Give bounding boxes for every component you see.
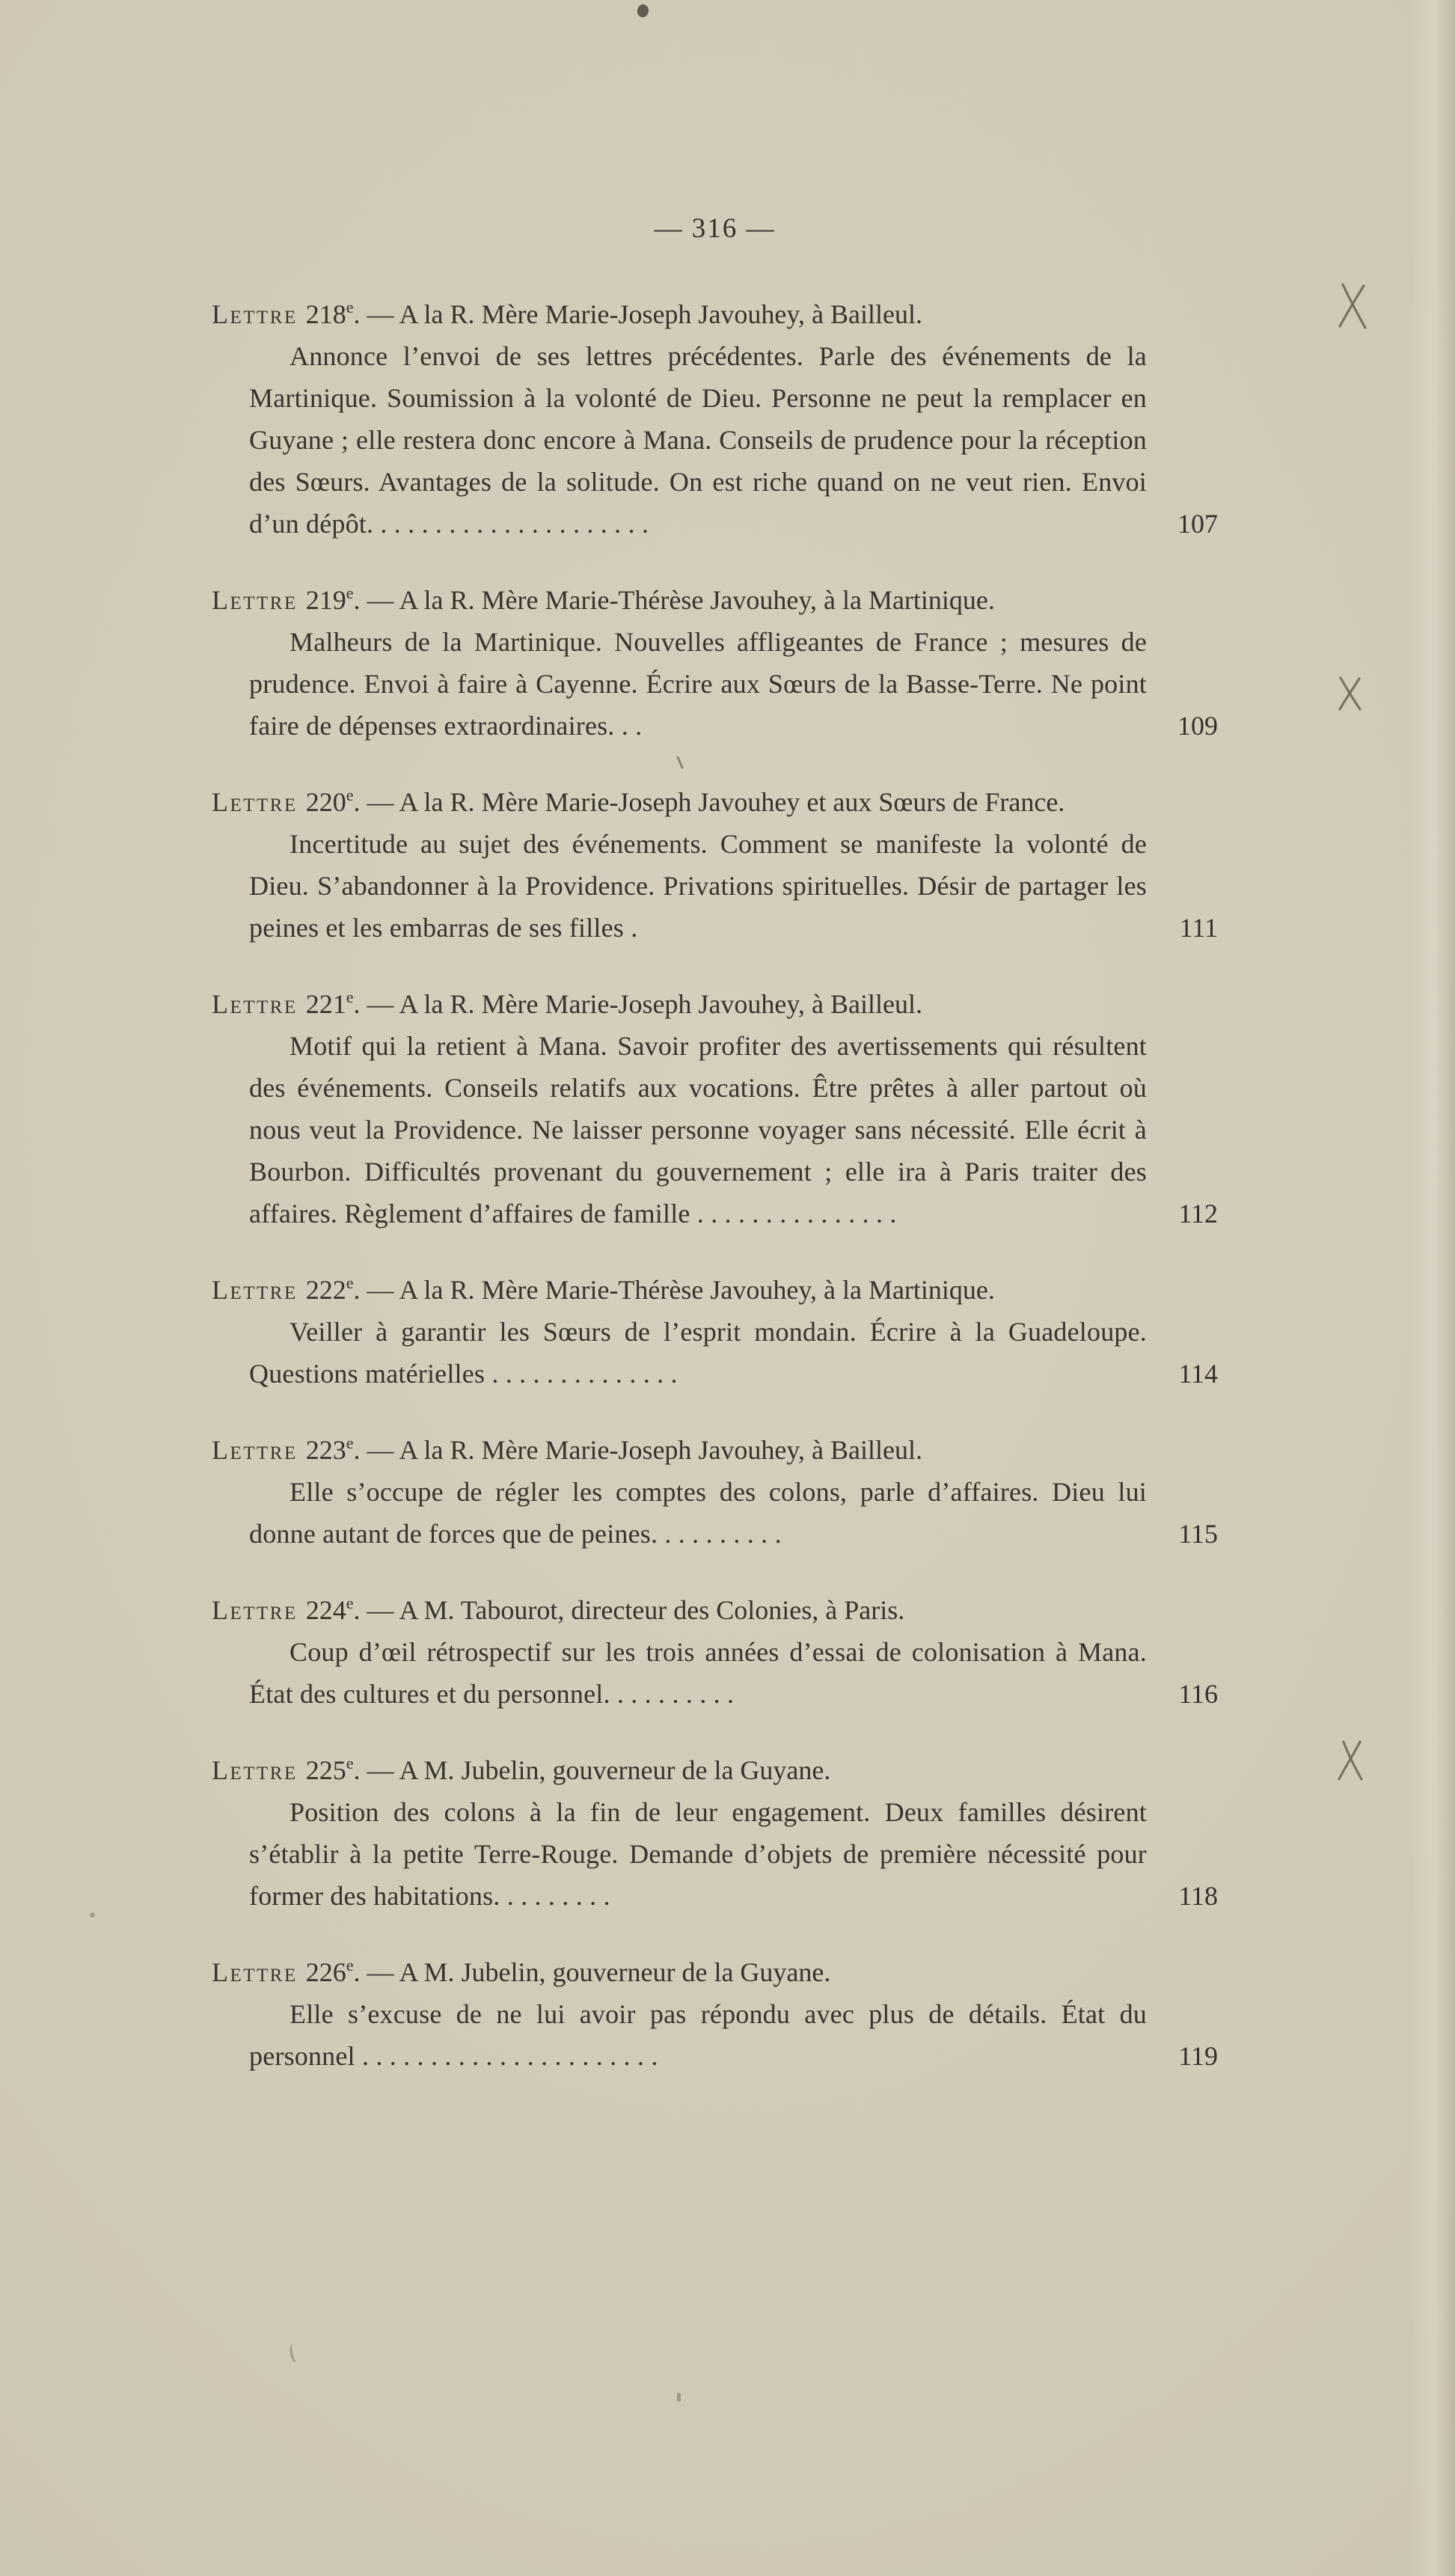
entry-ordinal: e bbox=[346, 1754, 354, 1772]
pencil-x-mark bbox=[1335, 1739, 1367, 1782]
entry-label: Lettre bbox=[212, 585, 298, 615]
pencil-x-mark bbox=[1335, 281, 1371, 331]
entry-ordinal: e bbox=[346, 786, 354, 804]
entry-ordinal: e bbox=[346, 298, 354, 316]
entry-heading bbox=[212, 579, 1147, 621]
entry-heading bbox=[212, 1269, 1147, 1311]
entry-ordinal: e bbox=[346, 1434, 354, 1452]
entry-page-ref: 119 bbox=[1178, 2041, 1218, 2071]
entry-ordinal: e bbox=[346, 1956, 354, 1974]
entry-page-ref: 118 bbox=[1178, 1881, 1218, 1911]
entry-label: Lettre bbox=[212, 299, 298, 329]
entry-title: . — A M. Jubelin, gouverneur de la Guyane. bbox=[353, 1755, 831, 1785]
entry-number: 223 bbox=[305, 1435, 346, 1465]
entry-heading bbox=[212, 983, 1147, 1025]
scan-artifact bbox=[288, 2343, 301, 2364]
entry-title: . — A la R. Mère Marie-Thérèse Javouhey, à la Martinique. bbox=[353, 1275, 995, 1305]
entry-summary: Elle s’occupe de régler les comptes des colons, parle d’affaires. Dieu lui donne autant de forces que de peines. . . . . . . . . . bbox=[249, 1477, 1147, 1549]
page-number-header: — 316 — bbox=[654, 213, 776, 244]
toc-entry-221 bbox=[212, 983, 1218, 1235]
entry-number: 224 bbox=[305, 1595, 346, 1625]
toc-entry-222 bbox=[212, 1269, 1218, 1395]
entry-title: . — A la R. Mère Marie-Joseph Javouhey et aux Sœurs de France. bbox=[353, 787, 1065, 817]
entry-ordinal: e bbox=[346, 584, 354, 602]
entry-title: . — A la R. Mère Marie-Thérèse Javouhey, à la Martinique. bbox=[353, 585, 995, 615]
scan-artifact bbox=[90, 1912, 95, 1918]
entry-page-ref: 116 bbox=[1178, 1679, 1218, 1709]
toc-entry-219 bbox=[212, 579, 1218, 747]
entry-summary: Veiller à garantir les Sœurs de l’esprit mondain. Écrire à la Guadeloupe. Questions matérielles . . . . . . . . . . . . . . bbox=[249, 1317, 1147, 1389]
entry-number: 218 bbox=[305, 299, 346, 329]
toc-entry-218 bbox=[212, 293, 1218, 545]
entry-page-ref: 107 bbox=[1177, 509, 1218, 539]
entry-label: Lettre bbox=[212, 989, 298, 1019]
entry-title: . — A M. Tabourot, directeur des Colonies, à Paris. bbox=[353, 1595, 905, 1625]
toc-entry-226 bbox=[212, 1951, 1218, 2077]
entry-heading bbox=[212, 1749, 1147, 1791]
scan-artifact bbox=[636, 3, 651, 19]
entry-label: Lettre bbox=[212, 1275, 298, 1305]
entry-label: Lettre bbox=[212, 1435, 298, 1465]
entry-title: . — A la R. Mère Marie-Joseph Javouhey, à Bailleul. bbox=[353, 989, 923, 1019]
entry-label: Lettre bbox=[212, 1957, 298, 1987]
toc-entry-220 bbox=[212, 781, 1218, 949]
toc-entry-223 bbox=[212, 1429, 1218, 1555]
entry-label: Lettre bbox=[212, 1595, 298, 1625]
toc-entry-224 bbox=[212, 1589, 1218, 1715]
entry-summary: Incertitude au sujet des événements. Comment se manifeste la volonté de Dieu. S’abandonner à la Providence. Privations spirituelles. Désir de partager les peines et les embarras de ses filles . bbox=[249, 829, 1147, 943]
entry-number: 220 bbox=[305, 787, 346, 817]
entry-heading bbox=[212, 1429, 1147, 1471]
entry-heading bbox=[212, 293, 1147, 335]
entry-heading bbox=[212, 1951, 1147, 1993]
scan-artifact bbox=[677, 2393, 681, 2402]
entry-title: . — A la R. Mère Marie-Joseph Javouhey, à Bailleul. bbox=[353, 1435, 923, 1465]
entry-number: 221 bbox=[305, 989, 346, 1019]
entry-page-ref: 114 bbox=[1178, 1359, 1218, 1389]
entry-summary: Elle s’excuse de ne lui avoir pas répondu avec plus de détails. État du personnel . . . . . . . . . . . . . . . . . . . . . . bbox=[249, 1999, 1147, 2071]
entry-heading bbox=[212, 781, 1147, 823]
entry-title: . — A la R. Mère Marie-Joseph Javouhey, à Bailleul. bbox=[353, 299, 923, 329]
entry-page-ref: 109 bbox=[1177, 711, 1218, 741]
entry-page-ref: 115 bbox=[1178, 1519, 1218, 1549]
entry-heading bbox=[212, 1589, 1147, 1631]
entry-title: . — A M. Jubelin, gouverneur de la Guyane. bbox=[353, 1957, 831, 1987]
entry-number: 225 bbox=[305, 1755, 346, 1785]
pencil-x-mark bbox=[1335, 675, 1366, 712]
entry-number: 226 bbox=[305, 1957, 346, 1987]
entry-ordinal: e bbox=[346, 988, 354, 1006]
entry-number: 219 bbox=[305, 585, 346, 615]
entry-summary: Malheurs de la Martinique. Nouvelles affligeantes de France ; mesures de prudence. Envoi à faire à Cayenne. Écrire aux Sœurs de la Basse-Terre. Ne point faire de dépenses extraordinaires. . . bbox=[249, 627, 1147, 741]
pencil-tick-mark bbox=[676, 756, 686, 771]
entry-number: 222 bbox=[305, 1275, 346, 1305]
entry-page-ref: 112 bbox=[1178, 1199, 1218, 1229]
entry-ordinal: e bbox=[346, 1594, 354, 1612]
entry-label: Lettre bbox=[212, 1755, 298, 1785]
entry-summary: Annonce l’envoi de ses lettres précédentes. Parle des événements de la Martinique. Soumission à la volonté de Dieu. Personne ne peut la remplacer en Guyane ; elle restera donc encore à Mana. Conseils de prudence pour la réception des Sœurs. Avantages de la solitude. On est riche quand on ne veut rien. Envoi d’un dépôt. . . . . . . . . . . . . . . . . . . . . bbox=[249, 341, 1147, 539]
toc-entry-225 bbox=[212, 1749, 1218, 1917]
table-of-contents bbox=[212, 208, 1218, 2111]
entry-label: Lettre bbox=[212, 787, 298, 817]
entry-summary: Motif qui la retient à Mana. Savoir profiter des avertissements qui résultent des événements. Conseils relatifs aux vocations. Être prêtes à aller partout où nous veut la Providence. Ne laisser personne voyager sans nécessité. Elle écrit à Bourbon. Difficultés provenant du gouvernement ; elle ira à Paris traiter des affaires. Règlement d’affaires de famille . . . . . . . . . . . . . . . bbox=[249, 1031, 1147, 1229]
entry-ordinal: e bbox=[346, 1273, 354, 1292]
entry-page-ref: 111 bbox=[1179, 913, 1218, 943]
entry-summary: Coup d’œil rétrospectif sur les trois années d’essai de colonisation à Mana. État des cultures et du personnel. . . . . . . . . . bbox=[249, 1637, 1147, 1709]
entry-summary: Position des colons à la fin de leur engagement. Deux familles désirent s’établir à la petite Terre-Rouge. Demande d’objets de première nécessité pour former des habitations. . . . . . . . . bbox=[249, 1797, 1147, 1911]
